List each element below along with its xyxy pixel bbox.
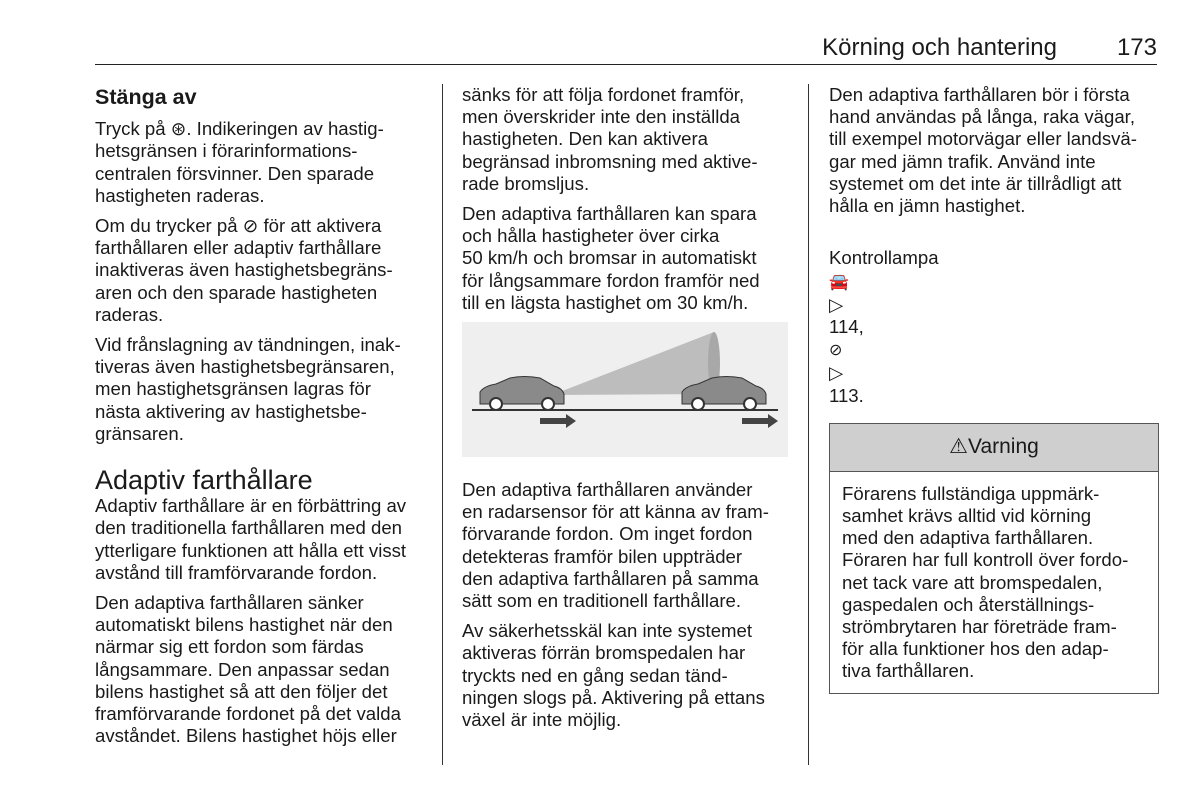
paragraph: Den adaptiva farthållaren kan spara och hålla hastigheter över cirka 50 km/h och bromsar in automatiskt för långsammare fordon framför ned till en lägsta hastighet om 30 km/h. <box>462 203 760 313</box>
column-1 <box>95 84 435 755</box>
column-3 <box>829 84 1159 694</box>
radar-beam <box>552 332 714 395</box>
control-lamp-label: Kontrollampa <box>829 247 939 269</box>
column-2 <box>462 84 797 739</box>
chapter-title: Körning och hantering <box>822 34 1057 61</box>
column-divider <box>442 84 443 765</box>
cruise-control-icon: ⊘ <box>829 342 843 360</box>
column-divider <box>808 84 809 765</box>
paragraph: Den adaptiva farthållaren sänker automatiskt bilens hastighet när den närmar sig ett fordon som färdas långsammare. Den anpassar sedan bilens hastighet så att den följer det framförvarande fordonet på det valda avståndet. Bilens hastighet höjs eller <box>95 592 401 747</box>
section-title: Adaptiv farthållare <box>95 465 313 496</box>
arrow-icon <box>742 414 778 428</box>
radar-illustration <box>462 322 788 457</box>
warning-box <box>829 423 1159 694</box>
page-reference-arrow-icon: ▷ <box>829 362 844 384</box>
reference-114[interactable]: 114, <box>829 316 864 338</box>
paragraph: Adaptiv farthållare är en förbättring av den traditionella farthållaren med den ytterligare funktionen att hålla ett visst avstånd till framförvarande fordon. <box>95 495 407 583</box>
warning-text: Förarens fullständiga uppmärk- samhet krävs alltid vid körning med den adaptiva farthållaren. Föraren har full kontroll över fordo- net tack vare att bromspedalen, gaspedalen och återställnings- strömbrytaren har företräde fram- för alla funktioner hos den adap- tiva farthållaren. <box>842 482 1129 682</box>
paragraph: Den adaptiva farthållaren använder en radarsensor för att känna av fram- förvarande fordon. Om inget fordon detekteras framför bilen uppträder den adaptiva farthållaren på samma sätt som en traditionell farthållare. <box>462 479 769 612</box>
control-lamp-line <box>829 225 1159 407</box>
paragraph: sänks för att följa fordonet framför, men överskrider inte den inställda hastigheten. Den kan aktivera begränsad inbromsning med aktive- rade bromsljus. <box>462 84 758 194</box>
reference-113[interactable]: 113. <box>829 384 864 406</box>
car-icon <box>480 377 564 411</box>
page-reference-arrow-icon: ▷ <box>829 293 844 315</box>
paragraph: Av säkerhetsskäl kan inte systemet aktiveras förrän bromspedalen har tryckts ned en gång sedan tänd- ningen slogs på. Aktivering på ettans växel är inte möjlig. <box>462 620 765 731</box>
paragraph: Vid frånslagning av tändningen, inak- tiveras även hastighetsbegränsaren, men hastighetsgränsen lagras för nästa aktivering av hastighetsbe- gränsaren. <box>95 334 401 444</box>
paragraph: Tryck på ⊛. Indikeringen av hastig- hetsgränsen i förarinformations- centralen försvinner. Den sparade hastigheten raderas. <box>95 118 384 206</box>
page-number: 173 <box>1116 34 1157 61</box>
warning-title: ⚠Varning <box>830 424 1158 472</box>
paragraph: Den adaptiva farthållaren bör i första hand användas på långa, raka vägar, till exempel motorvägar eller landsvä- gar med jämn trafik. Använd inte systemet om det inte är tillrådligt att hålla en jämn hastighet. <box>829 84 1137 217</box>
subheading-stanga-av: Stänga av <box>95 85 197 109</box>
paragraph: Om du trycker på ⊘ för att aktivera farthållaren eller adaptiv farthållare inaktiveras även hastighetsbegräns- aren och den sparade hastigheten raderas. <box>95 215 393 325</box>
vehicle-ahead-icon: 🚘 <box>829 273 849 291</box>
page-header <box>95 28 1157 65</box>
arrow-icon <box>540 414 576 428</box>
